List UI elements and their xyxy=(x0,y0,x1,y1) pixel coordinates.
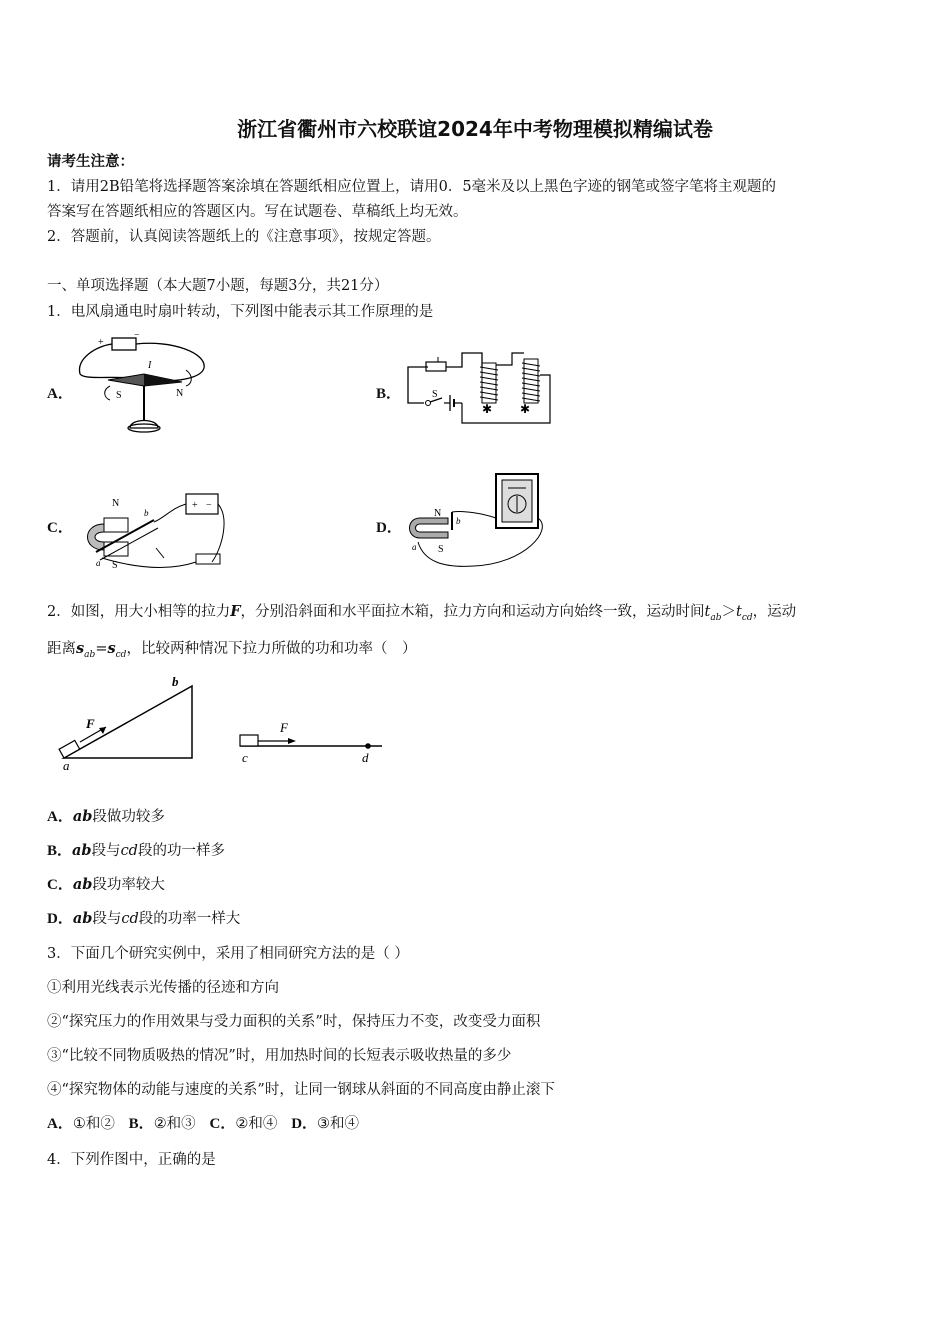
svg-text:N: N xyxy=(176,388,184,399)
section-heading: 一、单项选择题（本大题7小题，每题3分，共21分） xyxy=(47,278,389,294)
q1-figure-c xyxy=(72,488,232,578)
q1-label-b: B． xyxy=(376,386,402,402)
svg-text:a: a xyxy=(412,542,417,552)
svg-text:+: + xyxy=(192,500,198,511)
svg-text:b: b xyxy=(144,508,149,518)
q2-option-d: D．ab段与cd段的功率一样大 xyxy=(47,910,241,927)
q2-stem-line-1: 2．如图，用大小相等的拉力F，分别沿斜面和水平面拉木箱，拉力方向和运动方向始终一致，运动时间$t_{ab}>t_{cd}$，运动 xyxy=(47,603,797,623)
q3-stem: 3．下面几个研究实例中，采用了相同研究方法的是（ ） xyxy=(47,946,409,962)
q2-fig-f2: F xyxy=(280,720,288,735)
notice-line-1b: 答案写在答题纸相应的答题区内。写在试题卷、草稿纸上均无效。 xyxy=(47,204,468,220)
svg-text:+: + xyxy=(98,337,104,348)
page-title: 浙江省衢州市六校联谊2024年中考物理模拟精编试卷 xyxy=(237,117,713,141)
q2-stem-line-2: 距离$s_{ab}=s_{cd}$，比较两种情况下拉力所做的功和功率（ ） xyxy=(47,640,417,660)
q2-fig-d: d xyxy=(362,750,369,765)
notice-line-2: 2．答题前，认真阅读答题纸上的《注意事项》，按规定答题。 xyxy=(47,229,441,245)
q2-option-b: B．ab段与cd段的功一样多 xyxy=(47,842,225,859)
q2-fig-a: a xyxy=(63,758,70,773)
q3-options: A．①和② B．②和③ C．②和④ D．③和④ xyxy=(47,1116,360,1132)
q3-item-2: ②“探究压力的作用效果与受力面积的关系”时，保持压力不变，改变受力面积 xyxy=(47,1014,541,1030)
svg-text:S: S xyxy=(438,544,444,555)
q1-label-a: A． xyxy=(47,386,73,402)
svg-text:−: − xyxy=(206,500,212,511)
q1-stem: 1．电风扇通电时扇叶转动，下列图中能表示其工作原理的是 xyxy=(47,304,434,320)
q2-fig-b: b xyxy=(172,674,179,689)
svg-text:N: N xyxy=(434,508,442,519)
q4-stem: 4．下列作图中，正确的是 xyxy=(47,1152,216,1168)
q2-option-c: C．ab段功率较大 xyxy=(47,876,165,893)
q2-figure-flat xyxy=(238,716,388,766)
svg-text:✱: ✱ xyxy=(482,402,493,416)
notice-line-1: 1．请用2B铅笔将选择题答案涂填在答题纸相应位置上，请用0．5毫米及以上黑色字迹的钢笔或签字笔将主观题的 xyxy=(47,179,777,195)
q2-option-a: A．ab段做功较多 xyxy=(47,808,165,825)
q1-figure-d xyxy=(404,470,564,575)
q3-item-1: ①利用光线表示光传播的径迹和方向 xyxy=(47,980,279,996)
svg-text:S: S xyxy=(112,560,118,571)
q2-fig-f1: F xyxy=(86,716,95,731)
svg-text:✱: ✱ xyxy=(520,402,531,416)
svg-text:S: S xyxy=(116,390,122,401)
q1-figure-b xyxy=(400,345,560,440)
svg-text:−: − xyxy=(134,330,140,341)
svg-text:I: I xyxy=(148,360,152,371)
q1-label-c: C． xyxy=(47,520,73,536)
q2-figure-incline xyxy=(58,674,203,774)
svg-text:S: S xyxy=(432,389,438,400)
q3-item-3: ③“比较不同物质吸热的情况”时，用加热时间的长短表示吸收热量的多少 xyxy=(47,1048,512,1064)
svg-text:b: b xyxy=(456,516,461,526)
q1-label-d: D． xyxy=(376,520,402,536)
q1-figure-a xyxy=(72,328,217,438)
notice-heading: 请考生注意： xyxy=(47,153,134,170)
svg-text:N: N xyxy=(112,498,120,509)
svg-text:a: a xyxy=(96,558,101,568)
q3-item-4: ④“探究物体的动能与速度的关系”时，让同一钢球从斜面的不同高度由静止滚下 xyxy=(47,1082,555,1098)
q2-fig-c: c xyxy=(242,750,248,765)
